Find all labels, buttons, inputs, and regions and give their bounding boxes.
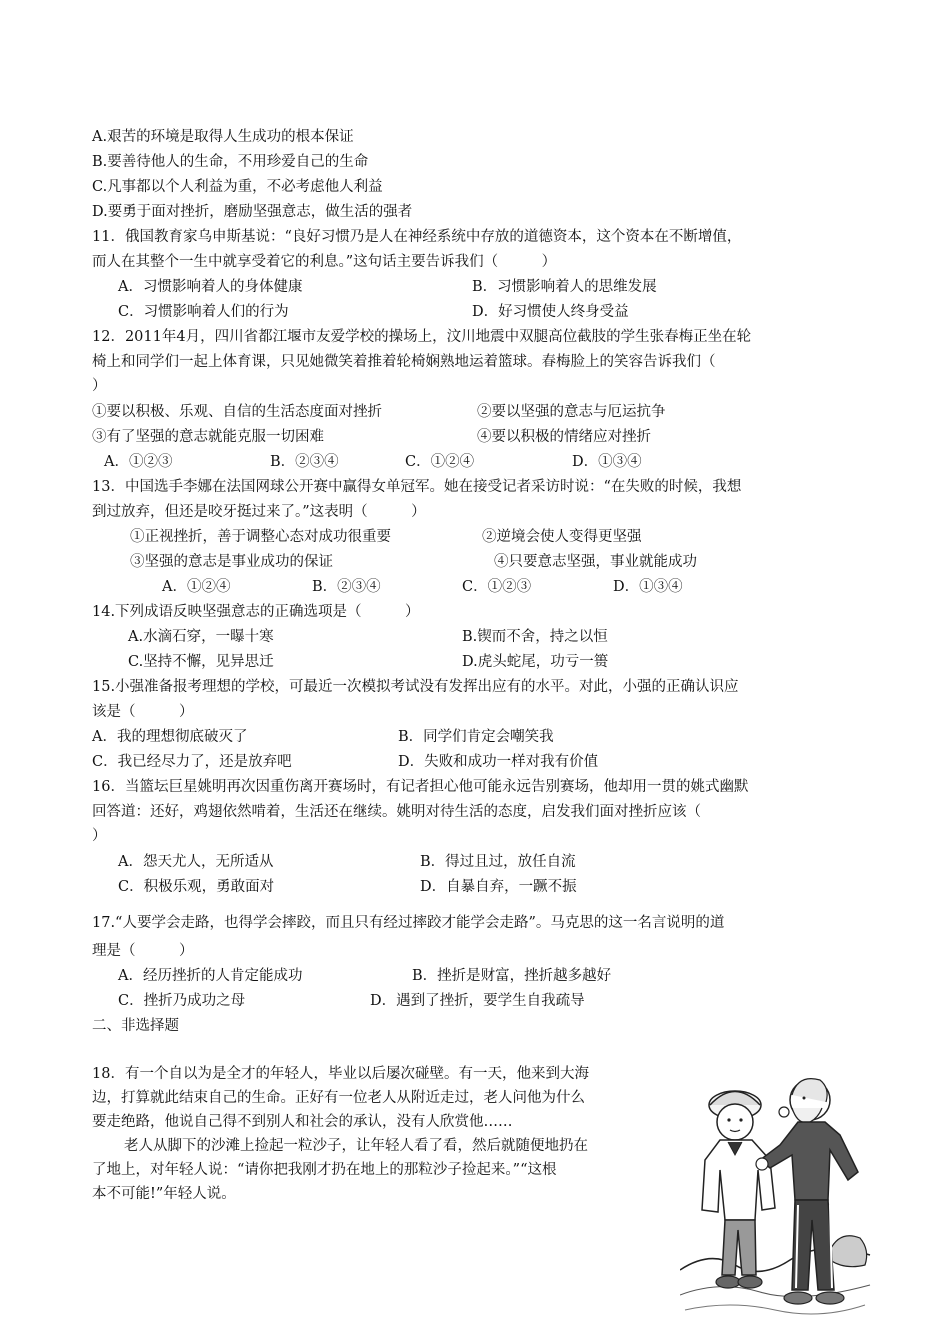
question-13-stem-2: 到过放弃，但还是咬牙挺过来了。”这表明（ ） (92, 504, 426, 520)
question-17-option-d: D．遇到了挫折，要学生自我疏导 (370, 993, 585, 1009)
question-18-line-5: 了地上，对年轻人说：“请你把我刚才扔在地上的那粒沙子捡起来。”“这根 (92, 1162, 557, 1178)
question-15-option-b: B．同学们肯定会嘲笑我 (398, 729, 554, 745)
question-15-stem-1: 15.小强准备报考理想的学校，可最近一次模拟考试没有发挥出应有的水平。对此，小强的正确认识应 (92, 679, 739, 695)
question-12-statement-4: ④要以积极的情绪应对挫折 (477, 429, 651, 445)
question-15-stem-2: 该是（ ） (92, 704, 194, 720)
question-12-stem-2: 椅上和同学们一起上体育课，只见她微笑着推着轮椅娴熟地运着篮球。春梅脸上的笑容告诉我们（ (92, 354, 716, 370)
question-13-option-a: A．①②④ (162, 579, 231, 595)
question-15-option-a: A．我的理想彻底破灭了 (92, 729, 248, 745)
question-12-option-c: C．①②④ (405, 454, 475, 470)
question-14-option-c: C.坚持不懈，见异思迁 (128, 654, 274, 670)
question-12-stem-3: ） (92, 378, 107, 394)
question-18-line-4: 老人从脚下的沙滩上捡起一粒沙子，让年轻人看了看，然后就随便地扔在 (124, 1138, 588, 1154)
question-16-stem-1: 16．当篮坛巨星姚明再次因重伤离开赛场时，有记者担心他可能永远告别赛场，他却用一贯的姚式幽默 (92, 779, 749, 795)
option-a-line: A.艰苦的环境是取得人生成功的根本保证 (92, 129, 354, 145)
option-b-line: B.要善待他人的生命，不用珍爱自己的生命 (92, 154, 369, 170)
question-14-stem: 14.下列成语反映坚强意志的正确选项是（ ） (92, 604, 420, 620)
question-18-line-2: 边，打算就此结束自己的生命。正好有一位老人从附近走过，老人问他为什么 (92, 1090, 585, 1106)
question-17-option-a: A．经历挫折的人肯定能成功 (118, 968, 303, 984)
option-d-line: D.要勇于面对挫折，磨励坚强意志，做生活的强者 (92, 204, 413, 220)
question-16-stem-2: 回答道：还好，鸡翅依然啃着，生活还在继续。姚明对待生活的态度，启发我们面对挫折应该（ (92, 804, 701, 820)
question-16-stem-3: ） (92, 828, 107, 844)
question-11-option-d: D．好习惯使人终身受益 (472, 304, 629, 320)
question-17-option-c: C．挫折乃成功之母 (118, 993, 246, 1009)
question-17-stem-2: 理是（ ） (92, 943, 194, 959)
question-11-option-c: C．习惯影响着人们的行为 (118, 304, 289, 320)
question-12-statement-2: ②要以坚强的意志与厄运抗争 (477, 404, 666, 420)
question-16-option-a: A．怨天尤人，无所适从 (118, 854, 274, 870)
question-17-option-b: B．挫折是财富，挫折越多越好 (412, 968, 612, 984)
question-16-option-b: B．得过且过，放任自流 (420, 854, 576, 870)
question-12-option-d: D．①③④ (572, 454, 642, 470)
question-18-line-3: 要走绝路，他说自己得不到别人和社会的承认，没有人欣赏他…… (92, 1114, 513, 1130)
question-11-stem-2: 而人在其整个一生中就享受着它的利息。”这句话主要告诉我们（ ） (92, 254, 557, 270)
question-14-option-b: B.锲而不舍，持之以恒 (462, 629, 608, 645)
beach-illustration (680, 1060, 872, 1330)
question-17-stem-1: 17.“人要学会走路，也得学会摔跤，而且只有经过摔跤才能学会走路”。马克思的这一名言说明的道 (92, 915, 725, 931)
question-13-statement-2: ②逆境会使人变得更坚强 (482, 529, 642, 545)
question-12-statement-3: ③有了坚强的意志就能克服一切困难 (92, 429, 324, 445)
question-13-stem-1: 13．中国选手李娜在法国网球公开赛中赢得女单冠军。她在接受记者采访时说：“在失败的时候，我想 (92, 479, 742, 495)
section-heading: 二、非选择题 (92, 1018, 179, 1034)
question-18-line-1: 18．有一个自以为是全才的年轻人，毕业以后屡次碰壁。有一天，他来到大海 (92, 1066, 589, 1082)
question-13-option-d: D．①③④ (613, 579, 683, 595)
question-11-option-a: A．习惯影响着人的身体健康 (118, 279, 303, 295)
question-15-option-c: C．我已经尽力了，还是放弃吧 (92, 754, 292, 770)
question-13-statement-1: ①正视挫折，善于调整心态对成功很重要 (130, 529, 391, 545)
option-c-line: C.凡事都以个人利益为重，不必考虑他人利益 (92, 179, 383, 195)
question-15-option-d: D．失败和成功一样对我有价值 (398, 754, 599, 770)
question-12-option-b: B．②③④ (270, 454, 339, 470)
question-11-stem-1: 11．俄国教育家乌申斯基说：“良好习惯乃是人在神经系统中存放的道德资本，这个资本在不断增值， (92, 229, 742, 245)
question-12-stem-1: 12．2011年4月，四川省都江堰市友爱学校的操场上，汶川地震中双腿高位截肢的学生张春梅正坐在轮 (92, 329, 752, 345)
question-14-option-d: D.虎头蛇尾，功亏一篑 (462, 654, 609, 670)
question-14-option-a: A.水滴石穿，一曝十寒 (128, 629, 274, 645)
question-13-statement-4: ④只要意志坚强，事业就能成功 (494, 554, 697, 570)
question-13-option-b: B．②③④ (312, 579, 381, 595)
question-13-option-c: C．①②③ (462, 579, 532, 595)
question-12-option-a: A．①②③ (104, 454, 173, 470)
question-18-line-6: 本不可能!”年轻人说。 (92, 1186, 236, 1202)
question-12-statement-1: ①要以积极、乐观、自信的生活态度面对挫折 (92, 404, 382, 420)
question-16-option-c: C．积极乐观，勇敢面对 (118, 879, 275, 895)
question-13-statement-3: ③坚强的意志是事业成功的保证 (130, 554, 333, 570)
question-16-option-d: D．自暴自弃，一蹶不振 (420, 879, 577, 895)
question-11-option-b: B．习惯影响着人的思维发展 (472, 279, 657, 295)
